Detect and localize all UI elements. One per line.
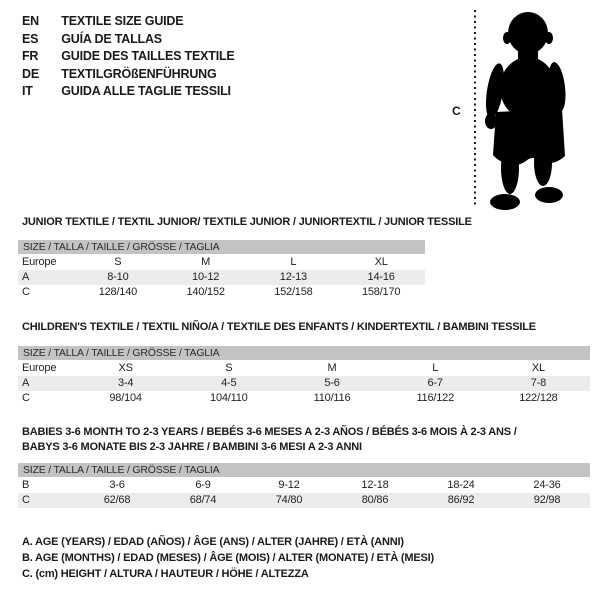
size-cell: 62/68 [103,494,131,506]
row-label: C [22,286,30,298]
size-cell: 9-12 [278,479,300,491]
size-cell: 92/98 [533,494,561,506]
size-cell: M [201,256,211,268]
size-cell: 10-12 [192,271,220,283]
footnote-b: B. AGE (MONTHS) / EDAD (MESES) / ÂGE (MOIS) / ALTER (MONATE) / ETÀ (MESI) [22,552,434,564]
language-row [22,48,235,66]
row-label: A [22,377,30,389]
row-label: B [22,479,30,491]
table-row [18,255,425,270]
table-row [18,391,590,406]
size-cell: 140/152 [186,286,225,298]
size-cell: 3-6 [109,479,125,491]
size-cell: S [114,256,122,268]
size-cell: 12-18 [361,479,389,491]
size-cell: 122/128 [519,392,558,404]
table-row [18,361,590,376]
guide-title: GUÍA DE TALLAS [61,31,162,46]
language-code: DE [22,66,39,81]
size-cell: 74/80 [275,494,303,506]
size-cell: 12-13 [279,271,307,283]
size-cell: 68/74 [189,494,217,506]
guide-title: TEXTILE SIZE GUIDE [61,14,184,28]
size-cell: 6-9 [195,479,211,491]
guide-title: TEXTILGRÖßENFÜHRUNG [61,66,217,81]
toddler-silhouette-icon [482,8,582,213]
size-cell: 158/170 [361,286,401,298]
babies-title-line-2: BABYS 3-6 MONATE BIS 2-3 JAHRE / BAMBINI 3-6 MESI A 2-3 ANNI [22,441,362,453]
children-section-title: CHILDREN'S TEXTILE / TEXTIL NIÑO/A / TEXTILE DES ENFANTS / KINDERTEXTIL / BAMBINI TESSILE [22,321,536,333]
size-cell: L [290,256,297,268]
guide-title: GUIDA ALLE TAGLIE TESSILI [61,84,231,98]
guide-title: GUIDE DES TAILLES TEXTILE [61,49,235,63]
size-cell: 104/110 [210,392,248,404]
size-cell: XS [118,362,133,374]
babies-size-table [18,463,590,508]
size-cell: 7-8 [530,377,547,389]
junior-size-table [18,240,425,300]
size-cell: S [225,362,233,374]
size-cell: M [327,362,337,374]
babies-section-title [22,425,517,455]
size-cell: 5-6 [324,377,340,389]
language-code: EN [22,14,39,28]
table-row [18,493,590,508]
footnote-c: C. (cm) HEIGHT / ALTURA / HAUTEUR / HÖHE / ALTEZZA [22,568,309,580]
size-header-bar: SIZE / TALLA / TAILLE / GRÖSSE / TAGLIA [18,240,425,254]
height-measure-label: C [452,104,461,118]
table-row [18,376,590,391]
size-cell: 8-10 [107,271,129,283]
row-label: A [22,271,30,283]
table-row [18,270,425,285]
size-cell: 86/92 [447,494,475,506]
children-size-table [18,346,590,406]
row-label: Europe [22,256,57,268]
language-row [22,31,235,49]
size-cell: 110/116 [313,392,351,404]
size-cell: 3-4 [117,377,134,389]
size-cell: 128/140 [98,286,138,298]
size-cell: 14-16 [367,271,395,283]
footnotes [22,534,434,582]
size-cell: L [432,362,439,374]
row-label: C [22,494,30,506]
footnote-a: A. AGE (YEARS) / EDAD (AÑOS) / ÂGE (ANS) / ALTER (JAHRE) / ETÀ (ANNI) [22,536,404,548]
size-cell: XL [531,362,545,374]
table-row [18,285,425,300]
size-cell: 80/86 [361,494,389,506]
language-row [22,66,235,84]
row-label: C [22,392,30,404]
size-cell: 18-24 [447,479,475,491]
language-code: ES [22,31,39,46]
junior-section-title: JUNIOR TEXTILE / TEXTIL JUNIOR/ TEXTILE JUNIOR / JUNIORTEXTIL / JUNIOR TESSILE [22,216,472,228]
size-cell: 98/104 [109,392,142,404]
size-cell: 152/158 [274,286,313,298]
size-cell: 24-36 [533,479,561,491]
row-label: Europe [22,362,57,374]
table-row [18,478,590,493]
babies-title-line-1: BABIES 3-6 MONTH TO 2-3 YEARS / BEBÉS 3-6 MESES A 2-3 AÑOS / BÉBÉS 3-6 MOIS À 2-3 ANS / [22,426,517,438]
size-cell: 6-7 [427,377,443,389]
size-header-bar: SIZE / TALLA / TAILLE / GRÖSSE / TAGLIA [18,463,590,477]
size-cell: 116/122 [416,392,454,404]
size-header-bar: SIZE / TALLA / TAILLE / GRÖSSE / TAGLIA [18,346,590,360]
size-cell: XL [374,256,388,268]
language-code: IT [22,84,33,98]
language-code: FR [22,49,39,63]
language-row [22,13,235,31]
size-cell: 4-5 [221,377,237,389]
height-measure-line [474,10,476,207]
language-title-list [22,13,235,101]
language-row [22,83,235,101]
